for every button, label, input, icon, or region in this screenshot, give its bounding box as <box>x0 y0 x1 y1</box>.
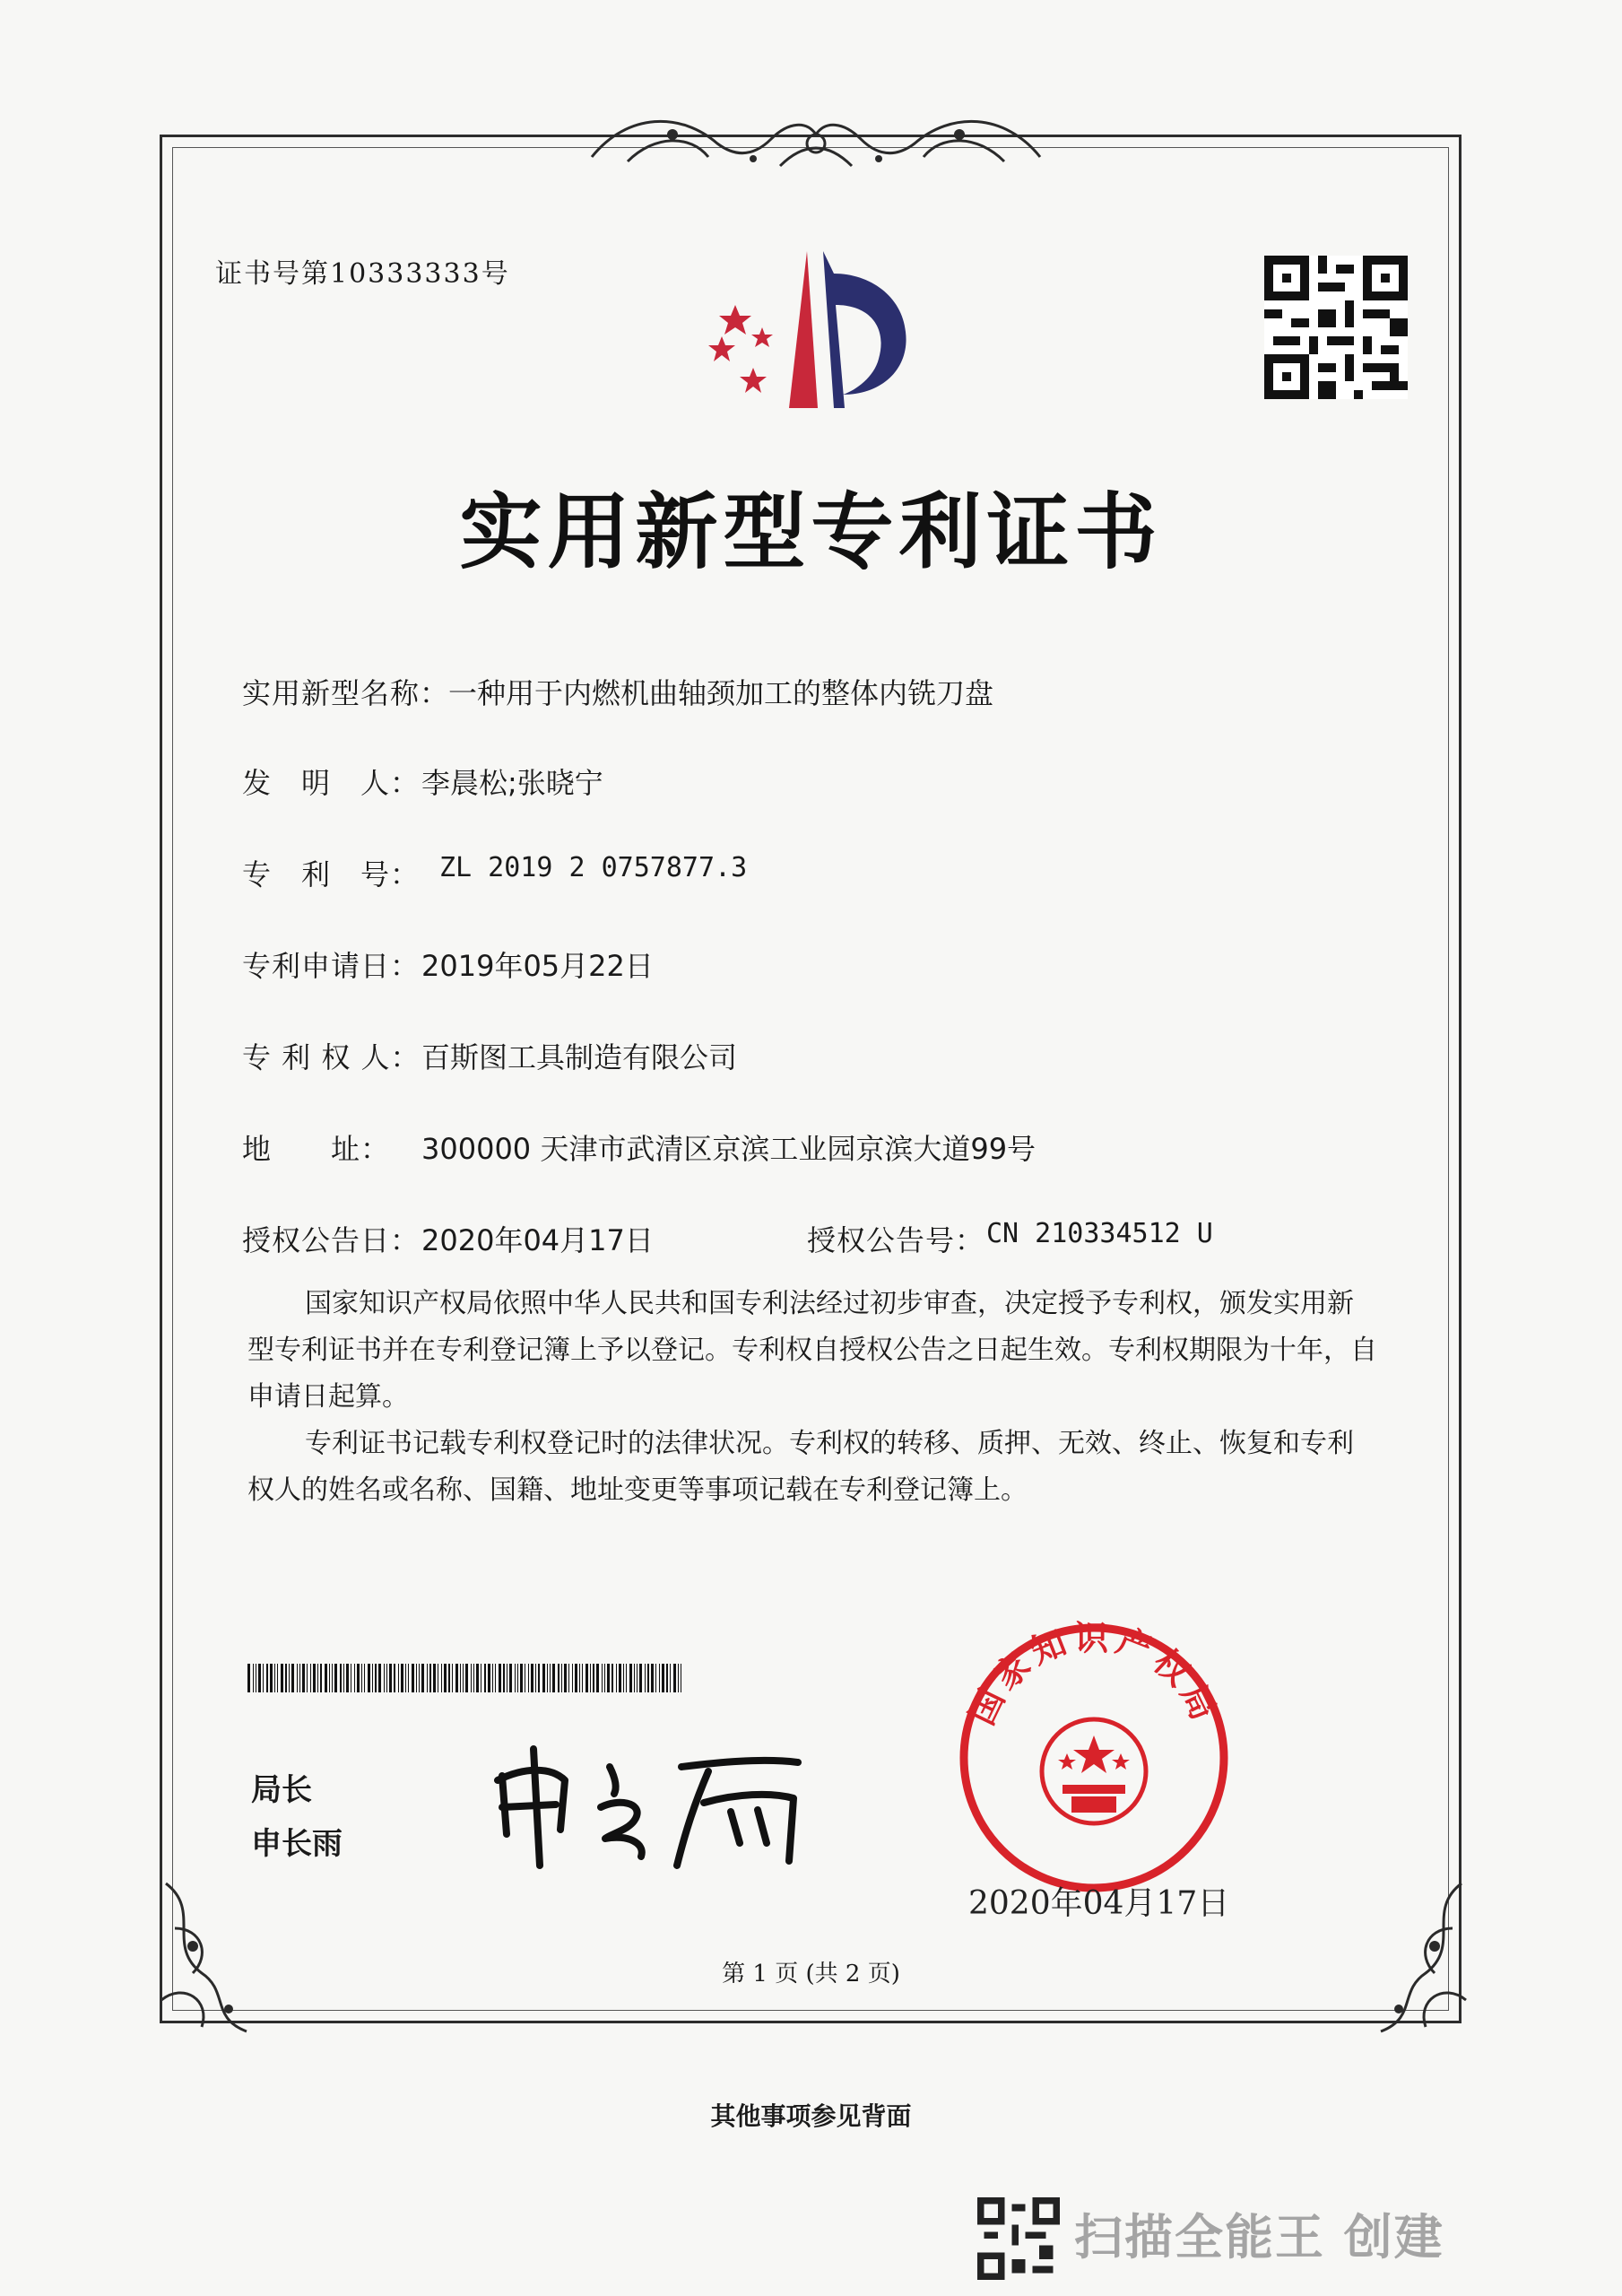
patent-office-logo-icon <box>699 242 932 422</box>
field-value-patent-no: ZL 2019 2 0757877.3 <box>439 852 748 883</box>
page-indicator: 第 1 页 (共 2 页) <box>722 1961 900 1987</box>
field-value-patentee: 百斯图工具制造有限公司 <box>421 1040 738 1074</box>
legal-paragraph-2: 专利证书记载专利权登记时的法律状况。专利权的转移、质押、无效、终止、恢复和专利权人的姓名或名称、国籍、地址变更等事项记载在专利登记簿上。 <box>247 1428 1354 1506</box>
scanner-watermark: 扫描全能王 创建 <box>1074 2209 1444 2266</box>
barcode-icon <box>247 1664 687 1692</box>
back-page-note: 其他事项参见背面 <box>710 2101 912 2131</box>
field-label-inventor: 发 明 人： <box>242 766 421 800</box>
field-value-address: 300000 天津市武清区京滨工业园京滨大道99号 <box>421 1132 1037 1166</box>
field-value-announcement-no: CN 210334512 U <box>986 1218 1213 1249</box>
signature-icon <box>484 1731 825 1874</box>
legal-paragraph-1: 国家知识产权局依照中华人民共和国专利法经过初步审查，决定授予专利权，颁发实用新型专利证书并在专利登记簿上予以登记。专利权自授权公告之日起生效。专利权期限为十年，自申请日起算。 <box>247 1288 1377 1413</box>
field-label-patentee: 专 利 权 人： <box>242 1040 421 1074</box>
field-value-inventor: 李晨松;张晓宁 <box>421 766 603 800</box>
field-label-address: 地 址： <box>242 1132 391 1166</box>
certificate-number: 证书号第10333333号 <box>215 258 510 290</box>
field-value-grant-date: 2020年04月17日 <box>421 1223 654 1257</box>
top-ornament-icon <box>574 94 1058 179</box>
field-value-name: 一种用于内燃机曲轴颈加工的整体内铣刀盘 <box>448 676 994 710</box>
field-value-filing-date: 2019年05月22日 <box>421 949 654 983</box>
watermark-qr-icon <box>977 2197 1060 2280</box>
director-name: 申长雨 <box>251 1826 343 1862</box>
field-label-filing-date: 专利申请日： <box>242 949 421 983</box>
field-label-announcement-no: 授权公告号： <box>807 1223 985 1257</box>
certificate-title: 实用新型专利证书 <box>459 484 1163 580</box>
field-label-grant-date: 授权公告日： <box>242 1223 421 1257</box>
official-seal-icon <box>955 1619 1233 1897</box>
field-label-patent-no: 专 利 号： <box>242 857 421 891</box>
qr-code-icon <box>1264 256 1408 399</box>
seal-date: 2020年04月17日 <box>968 1885 1230 1922</box>
field-label-name: 实用新型名称： <box>242 676 450 710</box>
seal-text: 国家知识产权局 <box>961 1619 1227 1731</box>
director-title: 局长 <box>251 1772 312 1808</box>
svg-text:国家知识产权局 <box>962 1619 1227 1731</box>
